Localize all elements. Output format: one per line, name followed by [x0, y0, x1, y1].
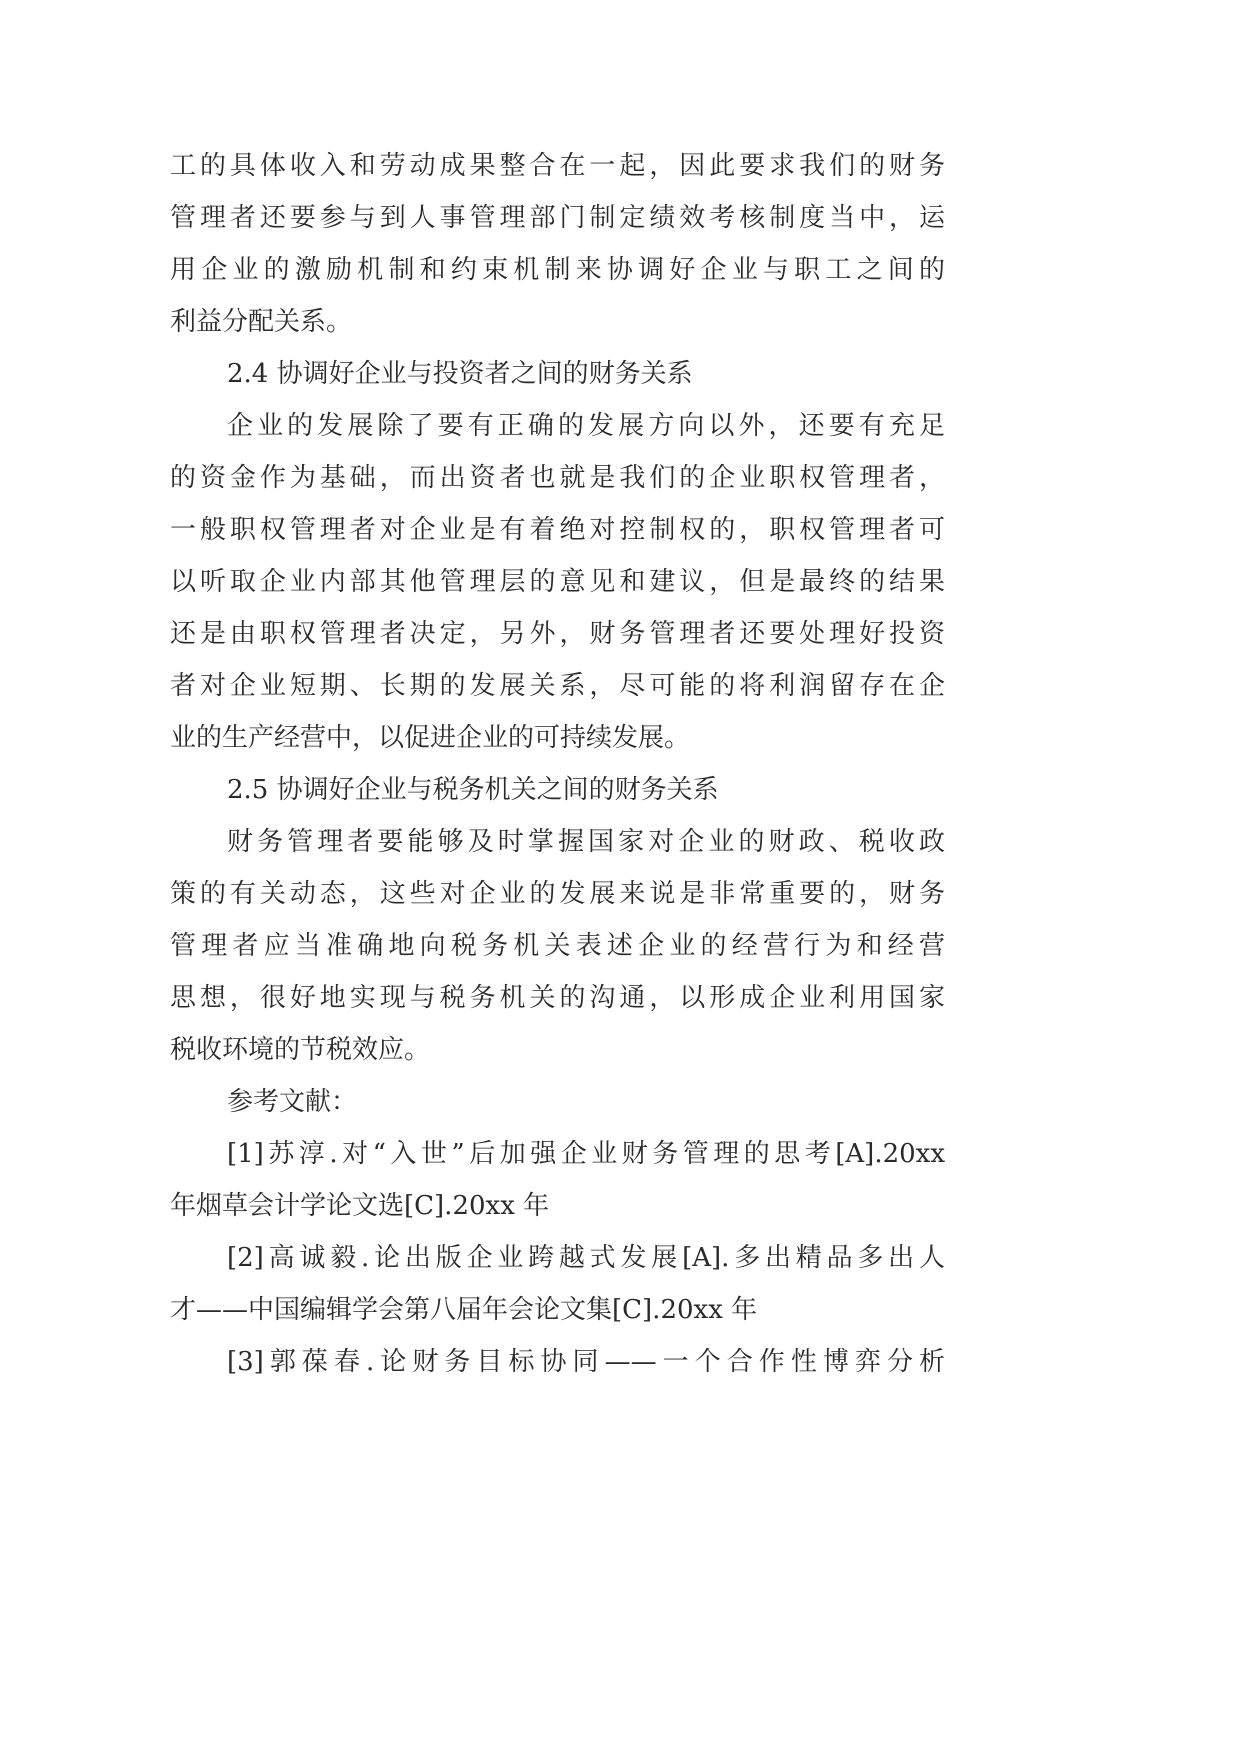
paragraph-line: 管理者应当准确地向税务机关表述企业的经营行为和经营 — [170, 931, 945, 961]
paragraph-line: 还是由职权管理者决定，另外，财务管理者还要处理好投资 — [170, 619, 945, 649]
section-heading-2-5: 2.5 协调好企业与税务机关之间的财务关系 — [227, 775, 719, 805]
paragraph-line: 用企业的激励机制和约束机制来协调好企业与职工之间的 — [170, 255, 945, 285]
section-heading-2-4: 2.4 协调好企业与投资者之间的财务关系 — [227, 359, 693, 389]
paragraph-line: 思想，很好地实现与税务机关的沟通，以形成企业利用国家 — [170, 983, 945, 1013]
document-body — [170, 140, 945, 1388]
references-heading: 参考文献： — [227, 1087, 358, 1117]
paragraph-line: 管理者还要参与到人事管理部门制定绩效考核制度当中，运 — [170, 203, 945, 233]
paragraph-line: 工的具体收入和劳动成果整合在一起，因此要求我们的财务 — [170, 151, 945, 181]
paragraph-line: 财务管理者要能够及时掌握国家对企业的财政、税收政 — [227, 827, 945, 857]
paragraph-line: 税收环境的节税效应。 — [170, 1035, 431, 1065]
reference-item-2: [2]高诚毅.论出版企业跨越式发展[A].多出精品多出人 — [227, 1243, 945, 1273]
paragraph-line: 利益分配关系。 — [170, 307, 353, 337]
paragraph-line: 策的有关动态，这些对企业的发展来说是非常重要的，财务 — [170, 879, 945, 909]
paragraph-line: 者对企业短期、长期的发展关系，尽可能的将利润留存在企 — [170, 671, 945, 701]
paragraph-line: 的资金作为基础，而出资者也就是我们的企业职权管理者， — [170, 463, 945, 493]
paragraph-line: 以听取企业内部其他管理层的意见和建议，但是最终的结果 — [170, 567, 945, 597]
paragraph-line: 一般职权管理者对企业是有着绝对控制权的，职权管理者可 — [170, 515, 945, 545]
reference-item-3: [3]郭葆春.论财务目标协同——一个合作性博弈分析 — [227, 1347, 945, 1377]
paragraph-line: 业的生产经营中，以促进企业的可持续发展。 — [170, 723, 691, 753]
reference-item-1: [1]苏淳.对“入世”后加强企业财务管理的思考[A].20xx — [227, 1139, 945, 1169]
reference-item-2-cont: 才——中国编辑学会第八届年会论文集[C].20xx 年 — [170, 1295, 758, 1325]
paragraph-line: 企业的发展除了要有正确的发展方向以外，还要有充足 — [227, 411, 945, 441]
reference-item-1-cont: 年烟草会计学论文选[C].20xx 年 — [170, 1191, 550, 1221]
